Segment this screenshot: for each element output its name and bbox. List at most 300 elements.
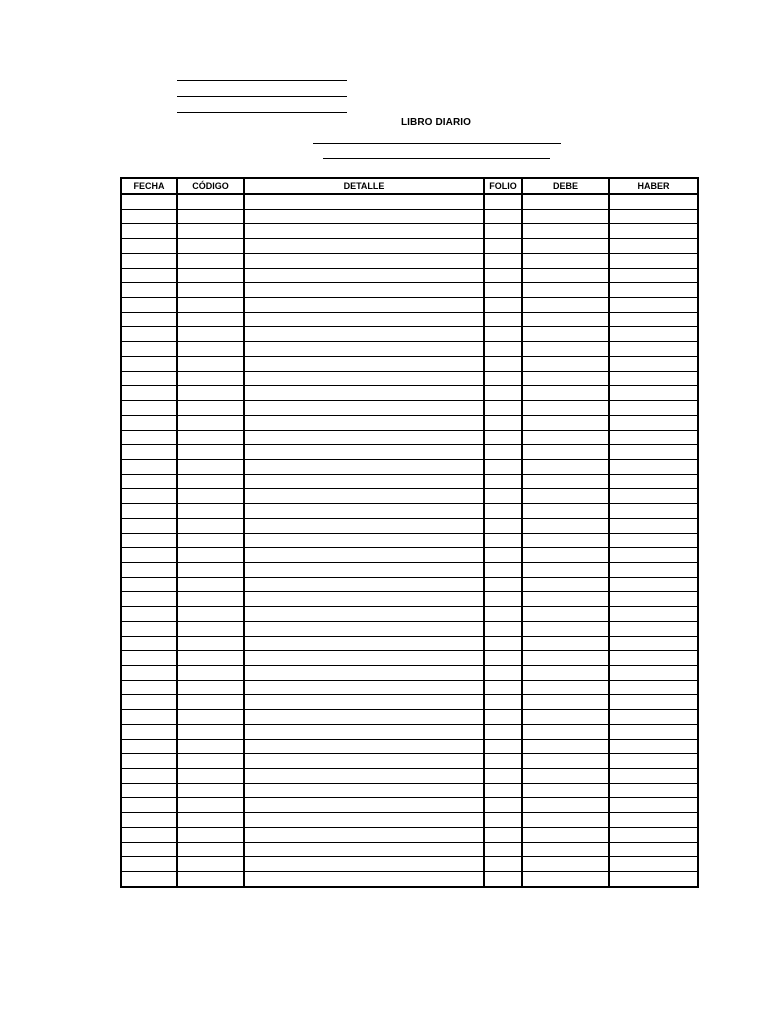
- cell-haber[interactable]: [609, 710, 698, 725]
- cell-haber[interactable]: [609, 518, 698, 533]
- cell-folio[interactable]: [484, 430, 522, 445]
- cell-fecha[interactable]: [121, 813, 177, 828]
- table-row: [121, 386, 698, 401]
- cell-detalle[interactable]: [244, 209, 484, 224]
- cell-debe[interactable]: [522, 415, 609, 430]
- cell-fecha[interactable]: [121, 710, 177, 725]
- column-header-fecha: FECHA: [121, 178, 177, 194]
- cell-codigo[interactable]: [177, 769, 244, 784]
- cell-detalle[interactable]: [244, 504, 484, 519]
- cell-folio[interactable]: [484, 607, 522, 622]
- cell-detalle[interactable]: [244, 533, 484, 548]
- cell-folio[interactable]: [484, 518, 522, 533]
- cell-fecha[interactable]: [121, 548, 177, 563]
- cell-detalle[interactable]: [244, 415, 484, 430]
- table-row: [121, 518, 698, 533]
- cell-debe[interactable]: [522, 577, 609, 592]
- cell-fecha[interactable]: [121, 769, 177, 784]
- cell-codigo[interactable]: [177, 710, 244, 725]
- cell-codigo[interactable]: [177, 209, 244, 224]
- cell-detalle[interactable]: [244, 621, 484, 636]
- cell-detalle[interactable]: [244, 253, 484, 268]
- cell-codigo[interactable]: [177, 739, 244, 754]
- cell-codigo[interactable]: [177, 430, 244, 445]
- cell-haber[interactable]: [609, 474, 698, 489]
- cell-debe[interactable]: [522, 827, 609, 842]
- page-title: LIBRO DIARIO: [400, 117, 472, 128]
- cell-fecha[interactable]: [121, 695, 177, 710]
- cell-folio[interactable]: [484, 548, 522, 563]
- cell-detalle[interactable]: [244, 401, 484, 416]
- cell-debe[interactable]: [522, 342, 609, 357]
- cell-folio[interactable]: [484, 827, 522, 842]
- cell-folio[interactable]: [484, 445, 522, 460]
- cell-folio[interactable]: [484, 724, 522, 739]
- cell-detalle[interactable]: [244, 577, 484, 592]
- cell-detalle[interactable]: [244, 224, 484, 239]
- cell-fecha[interactable]: [121, 827, 177, 842]
- cell-debe[interactable]: [522, 666, 609, 681]
- cell-detalle[interactable]: [244, 710, 484, 725]
- cell-debe[interactable]: [522, 621, 609, 636]
- cell-detalle[interactable]: [244, 239, 484, 254]
- table-row: [121, 194, 698, 209]
- cell-debe[interactable]: [522, 224, 609, 239]
- cell-debe[interactable]: [522, 857, 609, 872]
- cell-folio[interactable]: [484, 298, 522, 313]
- cell-codigo[interactable]: [177, 312, 244, 327]
- cell-codigo[interactable]: [177, 872, 244, 887]
- cell-detalle[interactable]: [244, 592, 484, 607]
- cell-haber[interactable]: [609, 813, 698, 828]
- cell-debe[interactable]: [522, 209, 609, 224]
- cell-detalle[interactable]: [244, 342, 484, 357]
- cell-detalle[interactable]: [244, 724, 484, 739]
- table-row: [121, 548, 698, 563]
- cell-haber[interactable]: [609, 459, 698, 474]
- cell-codigo[interactable]: [177, 562, 244, 577]
- cell-debe[interactable]: [522, 239, 609, 254]
- cell-folio[interactable]: [484, 857, 522, 872]
- cell-debe[interactable]: [522, 548, 609, 563]
- cell-debe[interactable]: [522, 504, 609, 519]
- cell-haber[interactable]: [609, 253, 698, 268]
- cell-debe[interactable]: [522, 327, 609, 342]
- cell-debe[interactable]: [522, 739, 609, 754]
- cell-fecha[interactable]: [121, 386, 177, 401]
- cell-codigo[interactable]: [177, 401, 244, 416]
- cell-codigo[interactable]: [177, 518, 244, 533]
- cell-haber[interactable]: [609, 636, 698, 651]
- cell-debe[interactable]: [522, 592, 609, 607]
- cell-folio[interactable]: [484, 283, 522, 298]
- cell-debe[interactable]: [522, 842, 609, 857]
- cell-codigo[interactable]: [177, 607, 244, 622]
- cell-fecha[interactable]: [121, 268, 177, 283]
- cell-codigo[interactable]: [177, 342, 244, 357]
- cell-detalle[interactable]: [244, 666, 484, 681]
- cell-haber[interactable]: [609, 548, 698, 563]
- cell-debe[interactable]: [522, 283, 609, 298]
- cell-codigo[interactable]: [177, 298, 244, 313]
- cell-haber[interactable]: [609, 621, 698, 636]
- cell-debe[interactable]: [522, 356, 609, 371]
- cell-folio[interactable]: [484, 798, 522, 813]
- cell-detalle[interactable]: [244, 430, 484, 445]
- cell-haber[interactable]: [609, 224, 698, 239]
- cell-detalle[interactable]: [244, 459, 484, 474]
- table-row: [121, 636, 698, 651]
- cell-codigo[interactable]: [177, 651, 244, 666]
- cell-folio[interactable]: [484, 592, 522, 607]
- cell-fecha[interactable]: [121, 533, 177, 548]
- cell-codigo[interactable]: [177, 754, 244, 769]
- cell-codigo[interactable]: [177, 621, 244, 636]
- cell-fecha[interactable]: [121, 518, 177, 533]
- cell-folio[interactable]: [484, 872, 522, 887]
- cell-fecha[interactable]: [121, 666, 177, 681]
- cell-haber[interactable]: [609, 209, 698, 224]
- cell-detalle[interactable]: [244, 445, 484, 460]
- cell-haber[interactable]: [609, 194, 698, 209]
- cell-haber[interactable]: [609, 562, 698, 577]
- cell-codigo[interactable]: [177, 224, 244, 239]
- cell-detalle[interactable]: [244, 739, 484, 754]
- cell-haber[interactable]: [609, 268, 698, 283]
- cell-haber[interactable]: [609, 724, 698, 739]
- cell-folio[interactable]: [484, 666, 522, 681]
- cell-fecha[interactable]: [121, 401, 177, 416]
- cell-haber[interactable]: [609, 342, 698, 357]
- cell-haber[interactable]: [609, 577, 698, 592]
- cell-codigo[interactable]: [177, 724, 244, 739]
- cell-debe[interactable]: [522, 401, 609, 416]
- cell-haber[interactable]: [609, 798, 698, 813]
- cell-codigo[interactable]: [177, 268, 244, 283]
- cell-detalle[interactable]: [244, 298, 484, 313]
- title-blank-line-2[interactable]: [323, 158, 550, 159]
- cell-folio[interactable]: [484, 636, 522, 651]
- cell-detalle[interactable]: [244, 548, 484, 563]
- cell-folio[interactable]: [484, 224, 522, 239]
- cell-detalle[interactable]: [244, 680, 484, 695]
- cell-fecha[interactable]: [121, 312, 177, 327]
- cell-detalle[interactable]: [244, 857, 484, 872]
- cell-folio[interactable]: [484, 268, 522, 283]
- cell-haber[interactable]: [609, 386, 698, 401]
- cell-codigo[interactable]: [177, 489, 244, 504]
- cell-codigo[interactable]: [177, 474, 244, 489]
- cell-haber[interactable]: [609, 489, 698, 504]
- cell-haber[interactable]: [609, 239, 698, 254]
- cell-debe[interactable]: [522, 783, 609, 798]
- cell-fecha[interactable]: [121, 842, 177, 857]
- cell-haber[interactable]: [609, 327, 698, 342]
- cell-folio[interactable]: [484, 680, 522, 695]
- cell-fecha[interactable]: [121, 504, 177, 519]
- cell-debe[interactable]: [522, 710, 609, 725]
- cell-debe[interactable]: [522, 194, 609, 209]
- cell-detalle[interactable]: [244, 842, 484, 857]
- cell-folio[interactable]: [484, 813, 522, 828]
- cell-debe[interactable]: [522, 312, 609, 327]
- cell-detalle[interactable]: [244, 356, 484, 371]
- cell-fecha[interactable]: [121, 209, 177, 224]
- cell-debe[interactable]: [522, 430, 609, 445]
- cell-fecha[interactable]: [121, 283, 177, 298]
- cell-codigo[interactable]: [177, 239, 244, 254]
- cell-haber[interactable]: [609, 415, 698, 430]
- cell-haber[interactable]: [609, 857, 698, 872]
- cell-detalle[interactable]: [244, 754, 484, 769]
- cell-debe[interactable]: [522, 607, 609, 622]
- cell-fecha[interactable]: [121, 298, 177, 313]
- cell-fecha[interactable]: [121, 194, 177, 209]
- header-blank-line-1[interactable]: [177, 80, 347, 81]
- cell-codigo[interactable]: [177, 533, 244, 548]
- cell-haber[interactable]: [609, 739, 698, 754]
- cell-fecha[interactable]: [121, 253, 177, 268]
- cell-folio[interactable]: [484, 312, 522, 327]
- cell-fecha[interactable]: [121, 562, 177, 577]
- cell-folio[interactable]: [484, 253, 522, 268]
- cell-fecha[interactable]: [121, 680, 177, 695]
- cell-haber[interactable]: [609, 827, 698, 842]
- cell-debe[interactable]: [522, 695, 609, 710]
- cell-debe[interactable]: [522, 298, 609, 313]
- title-blank-line-1[interactable]: [313, 143, 561, 144]
- cell-fecha[interactable]: [121, 342, 177, 357]
- table-row: [121, 239, 698, 254]
- cell-fecha[interactable]: [121, 724, 177, 739]
- cell-detalle[interactable]: [244, 798, 484, 813]
- table-row: [121, 754, 698, 769]
- cell-folio[interactable]: [484, 474, 522, 489]
- cell-haber[interactable]: [609, 401, 698, 416]
- cell-folio[interactable]: [484, 577, 522, 592]
- cell-fecha[interactable]: [121, 474, 177, 489]
- cell-codigo[interactable]: [177, 827, 244, 842]
- cell-codigo[interactable]: [177, 783, 244, 798]
- cell-folio[interactable]: [484, 239, 522, 254]
- cell-codigo[interactable]: [177, 636, 244, 651]
- cell-fecha[interactable]: [121, 857, 177, 872]
- cell-debe[interactable]: [522, 371, 609, 386]
- cell-haber[interactable]: [609, 680, 698, 695]
- cell-haber[interactable]: [609, 356, 698, 371]
- cell-folio[interactable]: [484, 401, 522, 416]
- cell-haber[interactable]: [609, 695, 698, 710]
- cell-debe[interactable]: [522, 769, 609, 784]
- cell-fecha[interactable]: [121, 371, 177, 386]
- cell-folio[interactable]: [484, 562, 522, 577]
- cell-debe[interactable]: [522, 445, 609, 460]
- cell-fecha[interactable]: [121, 798, 177, 813]
- cell-codigo[interactable]: [177, 194, 244, 209]
- cell-codigo[interactable]: [177, 857, 244, 872]
- cell-folio[interactable]: [484, 504, 522, 519]
- cell-fecha[interactable]: [121, 224, 177, 239]
- cell-codigo[interactable]: [177, 798, 244, 813]
- cell-fecha[interactable]: [121, 239, 177, 254]
- cell-codigo[interactable]: [177, 813, 244, 828]
- cell-codigo[interactable]: [177, 695, 244, 710]
- cell-debe[interactable]: [522, 798, 609, 813]
- cell-detalle[interactable]: [244, 474, 484, 489]
- cell-detalle[interactable]: [244, 518, 484, 533]
- cell-folio[interactable]: [484, 489, 522, 504]
- cell-detalle[interactable]: [244, 386, 484, 401]
- cell-folio[interactable]: [484, 194, 522, 209]
- cell-haber[interactable]: [609, 533, 698, 548]
- cell-debe[interactable]: [522, 680, 609, 695]
- cell-debe[interactable]: [522, 872, 609, 887]
- cell-debe[interactable]: [522, 562, 609, 577]
- cell-folio[interactable]: [484, 739, 522, 754]
- cell-detalle[interactable]: [244, 813, 484, 828]
- cell-haber[interactable]: [609, 312, 698, 327]
- cell-folio[interactable]: [484, 386, 522, 401]
- cell-folio[interactable]: [484, 356, 522, 371]
- table-row: [121, 857, 698, 872]
- cell-haber[interactable]: [609, 504, 698, 519]
- cell-debe[interactable]: [522, 754, 609, 769]
- cell-codigo[interactable]: [177, 253, 244, 268]
- cell-folio[interactable]: [484, 621, 522, 636]
- cell-detalle[interactable]: [244, 562, 484, 577]
- cell-codigo[interactable]: [177, 386, 244, 401]
- cell-codigo[interactable]: [177, 666, 244, 681]
- cell-folio[interactable]: [484, 842, 522, 857]
- cell-folio[interactable]: [484, 415, 522, 430]
- cell-fecha[interactable]: [121, 577, 177, 592]
- cell-codigo[interactable]: [177, 577, 244, 592]
- cell-folio[interactable]: [484, 710, 522, 725]
- cell-folio[interactable]: [484, 754, 522, 769]
- cell-folio[interactable]: [484, 371, 522, 386]
- cell-codigo[interactable]: [177, 356, 244, 371]
- cell-detalle[interactable]: [244, 327, 484, 342]
- cell-fecha[interactable]: [121, 607, 177, 622]
- cell-haber[interactable]: [609, 842, 698, 857]
- cell-codigo[interactable]: [177, 680, 244, 695]
- cell-codigo[interactable]: [177, 283, 244, 298]
- cell-debe[interactable]: [522, 724, 609, 739]
- cell-folio[interactable]: [484, 695, 522, 710]
- cell-fecha[interactable]: [121, 327, 177, 342]
- cell-folio[interactable]: [484, 651, 522, 666]
- cell-fecha[interactable]: [121, 489, 177, 504]
- cell-codigo[interactable]: [177, 548, 244, 563]
- cell-fecha[interactable]: [121, 445, 177, 460]
- cell-haber[interactable]: [609, 298, 698, 313]
- cell-codigo[interactable]: [177, 592, 244, 607]
- cell-fecha[interactable]: [121, 592, 177, 607]
- cell-haber[interactable]: [609, 754, 698, 769]
- cell-folio[interactable]: [484, 342, 522, 357]
- cell-codigo[interactable]: [177, 371, 244, 386]
- cell-fecha[interactable]: [121, 783, 177, 798]
- cell-folio[interactable]: [484, 327, 522, 342]
- cell-debe[interactable]: [522, 813, 609, 828]
- cell-haber[interactable]: [609, 783, 698, 798]
- cell-detalle[interactable]: [244, 651, 484, 666]
- cell-fecha[interactable]: [121, 430, 177, 445]
- cell-haber[interactable]: [609, 666, 698, 681]
- cell-debe[interactable]: [522, 474, 609, 489]
- cell-codigo[interactable]: [177, 842, 244, 857]
- cell-haber[interactable]: [609, 283, 698, 298]
- cell-fecha[interactable]: [121, 872, 177, 887]
- cell-haber[interactable]: [609, 430, 698, 445]
- cell-detalle[interactable]: [244, 872, 484, 887]
- cell-debe[interactable]: [522, 253, 609, 268]
- cell-detalle[interactable]: [244, 268, 484, 283]
- cell-debe[interactable]: [522, 268, 609, 283]
- cell-fecha[interactable]: [121, 754, 177, 769]
- cell-codigo[interactable]: [177, 459, 244, 474]
- cell-detalle[interactable]: [244, 607, 484, 622]
- header-blank-line-3[interactable]: [177, 112, 347, 113]
- cell-codigo[interactable]: [177, 445, 244, 460]
- cell-haber[interactable]: [609, 592, 698, 607]
- cell-haber[interactable]: [609, 769, 698, 784]
- cell-debe[interactable]: [522, 489, 609, 504]
- cell-fecha[interactable]: [121, 621, 177, 636]
- cell-detalle[interactable]: [244, 827, 484, 842]
- cell-detalle[interactable]: [244, 636, 484, 651]
- cell-codigo[interactable]: [177, 415, 244, 430]
- cell-detalle[interactable]: [244, 283, 484, 298]
- cell-debe[interactable]: [522, 636, 609, 651]
- cell-detalle[interactable]: [244, 194, 484, 209]
- cell-fecha[interactable]: [121, 356, 177, 371]
- cell-detalle[interactable]: [244, 312, 484, 327]
- cell-fecha[interactable]: [121, 636, 177, 651]
- cell-debe[interactable]: [522, 533, 609, 548]
- header-blank-line-2[interactable]: [177, 96, 347, 97]
- cell-folio[interactable]: [484, 769, 522, 784]
- cell-folio[interactable]: [484, 459, 522, 474]
- cell-fecha[interactable]: [121, 459, 177, 474]
- cell-detalle[interactable]: [244, 371, 484, 386]
- column-header-folio: FOLIO: [484, 178, 522, 194]
- cell-fecha[interactable]: [121, 739, 177, 754]
- cell-haber[interactable]: [609, 872, 698, 887]
- cell-debe[interactable]: [522, 459, 609, 474]
- cell-debe[interactable]: [522, 386, 609, 401]
- column-header-detalle: DETALLE: [244, 178, 484, 194]
- cell-codigo[interactable]: [177, 327, 244, 342]
- cell-haber[interactable]: [609, 371, 698, 386]
- cell-detalle[interactable]: [244, 783, 484, 798]
- cell-folio[interactable]: [484, 533, 522, 548]
- cell-debe[interactable]: [522, 518, 609, 533]
- cell-haber[interactable]: [609, 607, 698, 622]
- cell-detalle[interactable]: [244, 769, 484, 784]
- cell-fecha[interactable]: [121, 651, 177, 666]
- cell-fecha[interactable]: [121, 415, 177, 430]
- cell-folio[interactable]: [484, 783, 522, 798]
- cell-debe[interactable]: [522, 651, 609, 666]
- cell-detalle[interactable]: [244, 489, 484, 504]
- cell-detalle[interactable]: [244, 695, 484, 710]
- cell-haber[interactable]: [609, 651, 698, 666]
- cell-folio[interactable]: [484, 209, 522, 224]
- cell-codigo[interactable]: [177, 504, 244, 519]
- cell-haber[interactable]: [609, 445, 698, 460]
- table-row: [121, 710, 698, 725]
